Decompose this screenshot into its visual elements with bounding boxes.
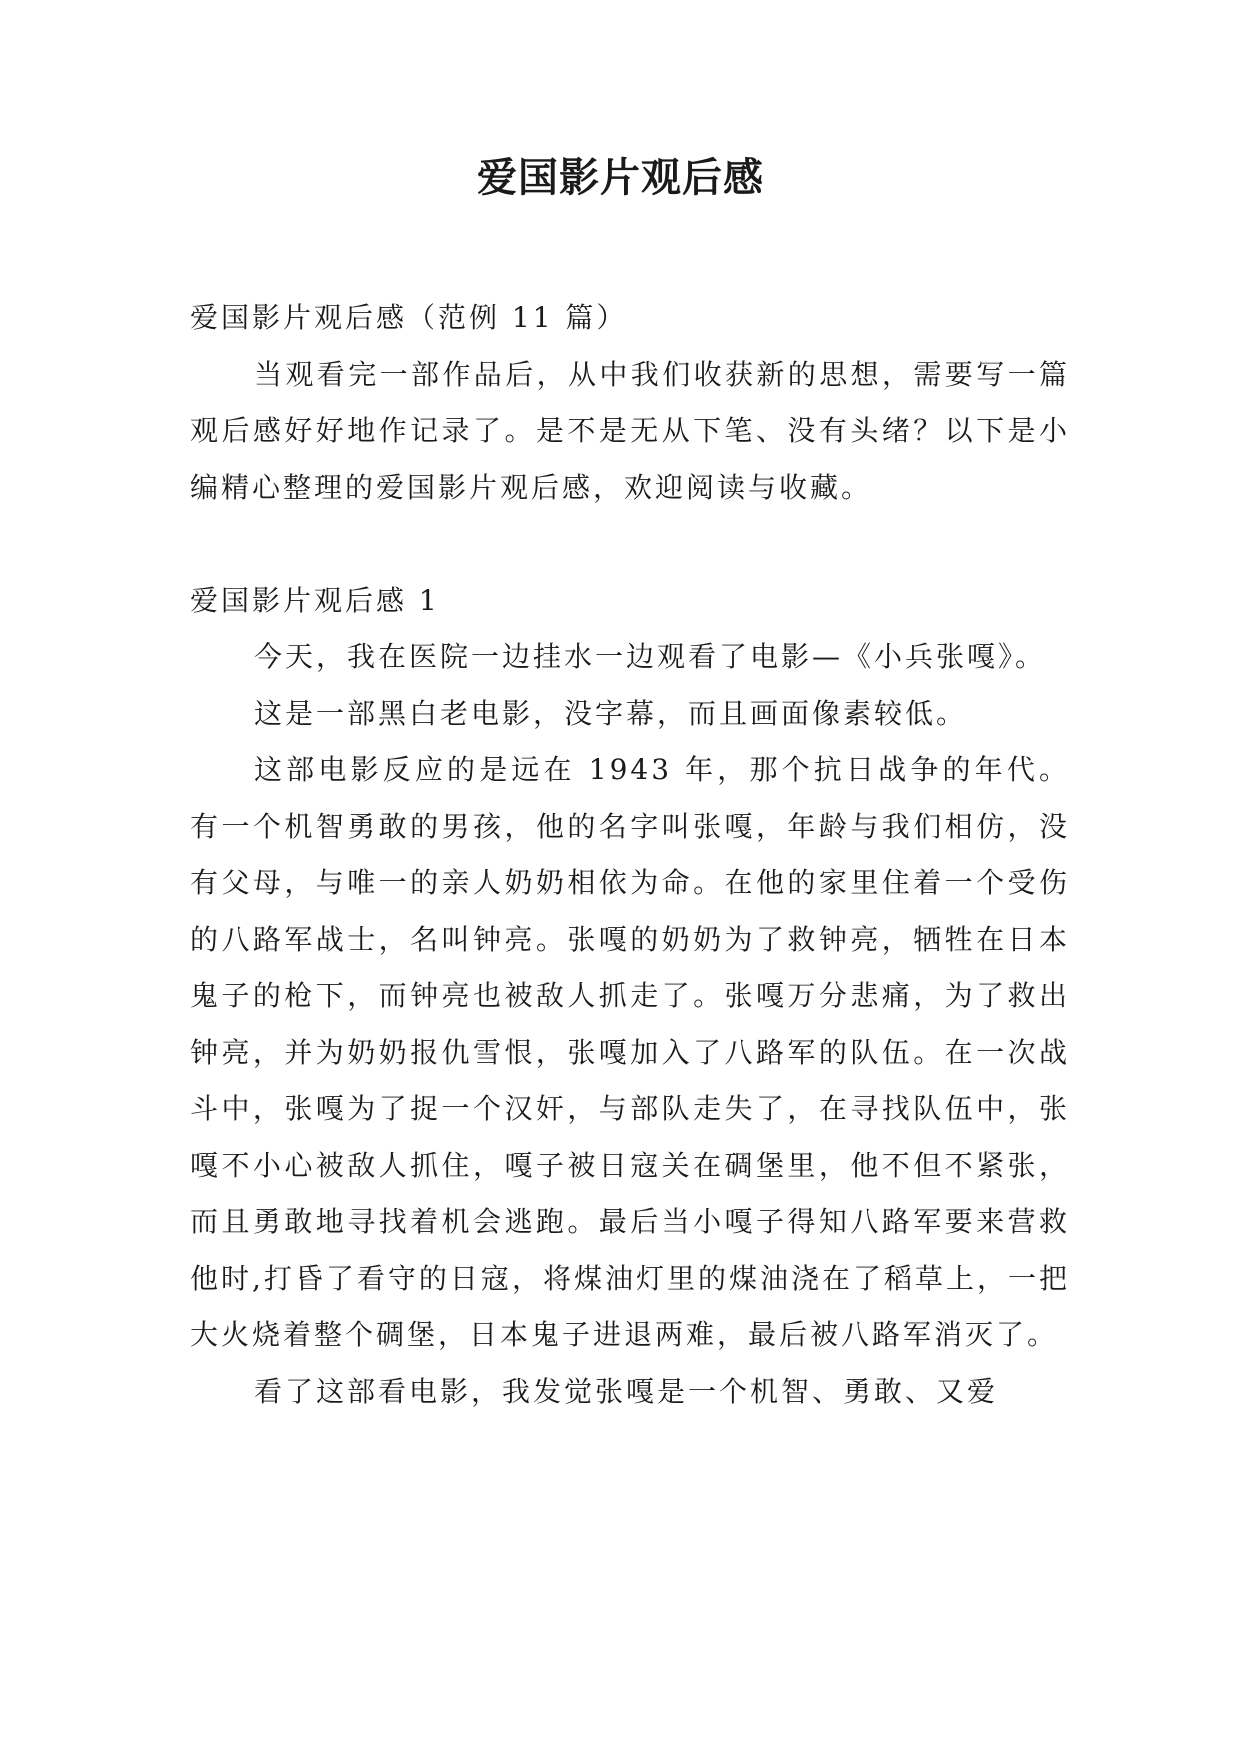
body-paragraph: 这是一部黑白老电影，没字幕，而且画面像素较低。	[254, 696, 968, 730]
body-paragraph: 这部电影反应的是远在 1943 年，那个抗日战争的年代。有一个机智勇敢的男孩，他的名字叫张嘎，年龄与我们相仿，没有父母，与唯一的亲人奶奶相依为命。在他的家里住着一个受伤的八路军战士，名叫钟亮。张嘎的奶奶为了救钟亮，牺牲在日本鬼子的枪下，而钟亮也被敌人抓走了。张嘎万分悲痛，为了救出钟亮，并为奶奶报仇雪恨，张嘎加入了八路军的队伍。在一次战斗中，张嘎为了捉一个汉奸，与部队走失了，在寻找队伍中，张嘎不小心被敌人抓住，嘎子被日寇关在碉堡里，他不但不紧张，而且勇敢地寻找着机会逃跑。最后当小嘎子得知八路军要来营救他时,打昏了看守的日寇，将煤油灯里的煤油浇在了稻草上，一把大火烧着整个碉堡，日本鬼子进退两难，最后被八路军消灭了。	[190, 753, 1070, 1351]
paragraph-spacer	[190, 516, 1070, 573]
body-paragraph: 看了这部看电影，我发觉张嘎是一个机智、勇敢、又爱	[254, 1374, 999, 1408]
document-title: 爱国影片观后感	[477, 154, 764, 201]
document-subtitle: 爱国影片观后感（范例 11 篇）	[190, 301, 628, 334]
intro-paragraph: 当观看完一部作品后，从中我们收获新的思想，需要写一篇观后感好好地作记录了。是不是无从下笔、没有头绪？以下是小编精心整理的爱国影片观后感，欢迎阅读与收藏。	[190, 357, 1070, 504]
section-heading: 爱国影片观后感 1	[190, 583, 440, 617]
body-paragraph: 今天，我在医院一边挂水一边观看了电影—《小兵张嘎》。	[254, 640, 1047, 673]
document-body	[190, 290, 1070, 1420]
